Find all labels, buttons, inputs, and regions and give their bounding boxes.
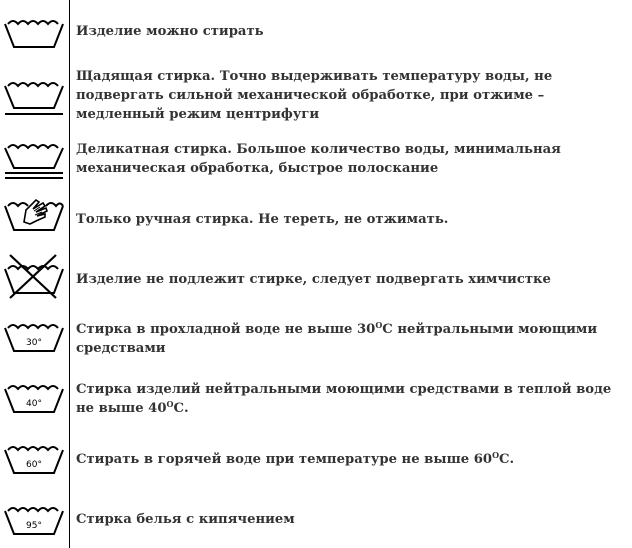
- temperature-label: 60°: [26, 460, 42, 470]
- washtub-95-icon: [2, 503, 66, 537]
- vertical-divider: [69, 0, 70, 548]
- washtub-40-icon: [2, 381, 66, 415]
- washtub-two-bars-icon: [2, 142, 66, 180]
- degree-mark: O: [375, 320, 383, 330]
- row-label: Изделие можно стирать: [76, 24, 264, 39]
- row-label-text: Стирать в горячей воде при температуре не выше 60: [76, 452, 493, 467]
- row-label-text: С.: [499, 452, 515, 467]
- washtub-30-icon: [2, 320, 66, 354]
- row-label: Изделие не подлежит стирке, следует подвергать химчистке: [76, 272, 551, 287]
- temperature-label: 95°: [26, 521, 42, 531]
- row-label: [76, 320, 621, 358]
- row-label-text: Стирка в прохладной воде не выше 30: [76, 322, 376, 337]
- degree-mark: O: [492, 450, 500, 460]
- temperature-label: 30°: [26, 338, 42, 348]
- row-label-text: Стирка изделий нейтральными моющими средствами в теплой воде не выше 40: [76, 382, 612, 416]
- washtub-icon: [2, 16, 66, 50]
- row-label: Деликатная стирка. Большое количество воды, минимальная механическая обработка, быстрое полоскание: [76, 142, 561, 176]
- row-label-text: С.: [173, 401, 189, 416]
- washtub-one-bar-icon: [2, 80, 66, 116]
- degree-mark: O: [166, 399, 174, 409]
- washtub-60-icon: [2, 442, 66, 476]
- hand-wash-icon: [2, 192, 66, 234]
- do-not-wash-icon: [2, 253, 66, 299]
- row-label: Стирка белья с кипячением: [76, 512, 295, 527]
- row-label: [76, 450, 621, 469]
- row-label: Щадящая стирка. Точно выдерживать температуру воды, не подвергать сильной механической обработке, при отжиме – медленный режим центрифуги: [76, 69, 553, 122]
- row-label: Только ручная стирка. Не тереть, не отжимать.: [76, 212, 449, 227]
- row-label-text: С нейтральными моющими средствами: [76, 322, 598, 356]
- temperature-label: 40°: [26, 399, 42, 409]
- row-label: [76, 380, 621, 418]
